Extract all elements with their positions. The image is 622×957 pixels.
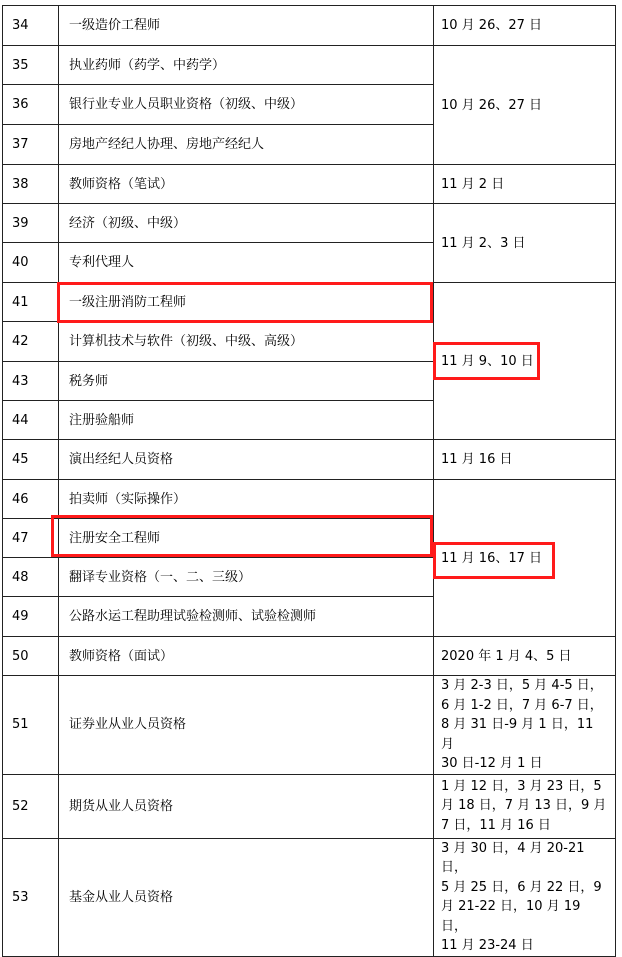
exam-name: 公路水运工程助理试验检测师、试验检测师 (59, 597, 434, 637)
date-line: 3 月 2-3 日，5 月 4-5 日， (441, 678, 603, 693)
exam-name: 期货从业人员资格 (59, 774, 434, 838)
date-line: 月 18 日，7 月 13 日，9 月 (441, 798, 607, 814)
exam-date: 11 月 2、3 日 (434, 204, 616, 283)
row-number: 53 (3, 838, 59, 956)
exam-date (434, 774, 616, 838)
table-row (3, 6, 616, 46)
exam-name: 基金从业人员资格 (59, 838, 434, 956)
exam-date: 11 月 9、10 日 (434, 283, 616, 440)
table-row (3, 480, 616, 519)
row-number: 50 (3, 637, 59, 676)
row-number: 48 (3, 558, 59, 597)
highlight-box-date-nov-16-17 (433, 542, 555, 579)
row-number: 46 (3, 480, 59, 519)
date-line: 月 21-22 日，10 月 19 日， (441, 899, 581, 934)
exam-name: 税务师 (59, 362, 434, 401)
exam-date (434, 676, 616, 775)
date-line: 6 月 1-2 日，7 月 6-7 日， (441, 697, 603, 713)
row-number: 41 (3, 283, 59, 322)
row-number: 37 (3, 125, 59, 165)
exam-name: 一级注册消防工程师 (59, 283, 434, 322)
exam-name: 教师资格（面试） (59, 637, 434, 676)
exam-name: 证券业从业人员资格 (59, 676, 434, 775)
highlight-box-safety-engineer (51, 515, 433, 557)
exam-name: 专利代理人 (59, 243, 434, 283)
exam-name: 计算机技术与软件（初级、中级、高级） (59, 322, 434, 362)
table-row (3, 46, 616, 85)
exam-name: 银行业专业人员职业资格（初级、中级） (59, 85, 434, 125)
exam-date: 10 月 26、27 日 (434, 6, 616, 46)
highlight-box-date-nov-9-10 (433, 342, 540, 380)
row-number: 51 (3, 676, 59, 775)
exam-name: 注册安全工程师 (59, 519, 434, 558)
table-row (3, 774, 616, 838)
date-line: 1 月 12 日，3 月 23 日，5 (441, 778, 602, 794)
exam-date: 11 月 16 日 (434, 440, 616, 480)
table-row (3, 165, 616, 204)
exam-name: 教师资格（笔试） (59, 165, 434, 204)
exam-name: 一级造价工程师 (59, 6, 434, 46)
row-number: 39 (3, 204, 59, 243)
exam-date: 11 月 16、17 日 (434, 480, 616, 637)
row-number: 43 (3, 362, 59, 401)
exam-name: 注册验船师 (59, 401, 434, 440)
date-line: 11 月 23-24 日 (441, 938, 534, 953)
highlight-box-fire-engineer (57, 282, 433, 323)
exam-date (434, 838, 616, 956)
table-row (3, 676, 616, 775)
table-row (3, 440, 616, 480)
table-row (3, 204, 616, 243)
exam-name: 房地产经纪人协理、房地产经纪人 (59, 125, 434, 165)
table-row (3, 637, 616, 676)
row-number: 49 (3, 597, 59, 637)
row-number: 36 (3, 85, 59, 125)
exam-schedule-table (2, 5, 616, 957)
row-number: 40 (3, 243, 59, 283)
date-line: 7 日，11 月 16 日 (441, 817, 551, 833)
row-number: 34 (3, 6, 59, 46)
exam-date: 10 月 26、27 日 (434, 46, 616, 165)
exam-name: 演出经纪人员资格 (59, 440, 434, 480)
date-line: 3 月 30 日，4 月 20-21 日， (441, 840, 585, 875)
row-number: 47 (3, 519, 59, 558)
exam-name: 执业药师（药学、中药学） (59, 46, 434, 85)
row-number: 38 (3, 165, 59, 204)
exam-date: 11 月 2 日 (434, 165, 616, 204)
date-line: 8 月 31 日-9 月 1 日，11 月 (441, 717, 594, 752)
exam-name: 经济（初级、中级） (59, 204, 434, 243)
row-number: 35 (3, 46, 59, 85)
date-line: 30 日-12 月 1 日 (441, 756, 543, 771)
exam-name: 拍卖师（实际操作） (59, 480, 434, 519)
row-number: 44 (3, 401, 59, 440)
exam-date: 2020 年 1 月 4、5 日 (434, 637, 616, 676)
row-number: 52 (3, 774, 59, 838)
exam-name: 翻译专业资格（一、二、三级） (59, 558, 434, 597)
row-number: 42 (3, 322, 59, 362)
date-line: 5 月 25 日，6 月 22 日，9 (441, 879, 602, 895)
table-row (3, 838, 616, 956)
row-number: 45 (3, 440, 59, 480)
